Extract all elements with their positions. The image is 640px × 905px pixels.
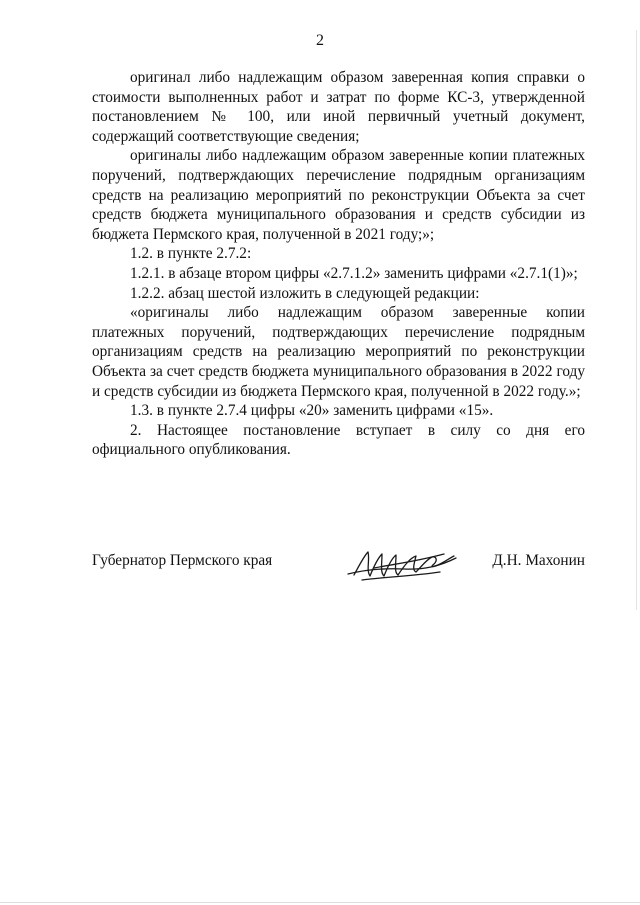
paragraph-payment-orders-2021: оригиналы либо надлежащим образом заверенные копии платежных поручений, подтверждающих перечисление подрядным организациям средств на реализацию мероприятий по реконструкции Объекта за счет средств бюджета муниципального образования и средств субсидии из бюджета Пермского края, полученной в 2021 году;»; bbox=[92, 147, 585, 243]
paragraph-item-1-2-1: 1.2.1. в абзаце втором цифры «2.7.1.2» заменить цифрами «2.7.1(1)»; bbox=[130, 264, 578, 282]
signatory-position: Губернатор Пермского края bbox=[92, 552, 273, 569]
paragraph-ks3-certificate: оригинал либо надлежащим образом заверенная копия справки о стоимости выполненных работ и затрат по форме КС-3, утвержденной постановлением № 100, или иной первичный учетный документ, содержащий соответствующие сведения; bbox=[92, 69, 585, 145]
paragraph-item-1-2: 1.2. в пункте 2.7.2: bbox=[130, 245, 252, 263]
scan-bottom-rule bbox=[0, 902, 640, 903]
paragraph-item-1-3: 1.3. в пункте 2.7.4 цифры «20» заменить цифрами «15». bbox=[130, 402, 494, 420]
signatory-name: Д.Н. Махонин bbox=[492, 552, 585, 569]
handwritten-signature bbox=[344, 544, 464, 584]
paragraph-payment-orders-2022: «оригиналы либо надлежащим образом заверенные копии платежных поручений, подтверждающих перечисление подрядным организациям средств на реализацию мероприятий по реконструкции Объекта за счет средств бюджета муниципального образования в 2022 году и средств субсидии из бюджета Пермского края, полученной в 2022 году.»; bbox=[92, 304, 585, 400]
paragraph-item-1-2-2: 1.2.2. абзац шестой изложить в следующей редакции: bbox=[130, 284, 480, 302]
paragraph-item-2-effective: 2. Настоящее постановление вступает в силу со дня его официального опубликования. bbox=[92, 421, 585, 459]
scan-edge-line bbox=[636, 30, 637, 610]
document-body bbox=[92, 68, 585, 460]
signature-block bbox=[92, 548, 585, 588]
page-number: 2 bbox=[316, 32, 324, 49]
